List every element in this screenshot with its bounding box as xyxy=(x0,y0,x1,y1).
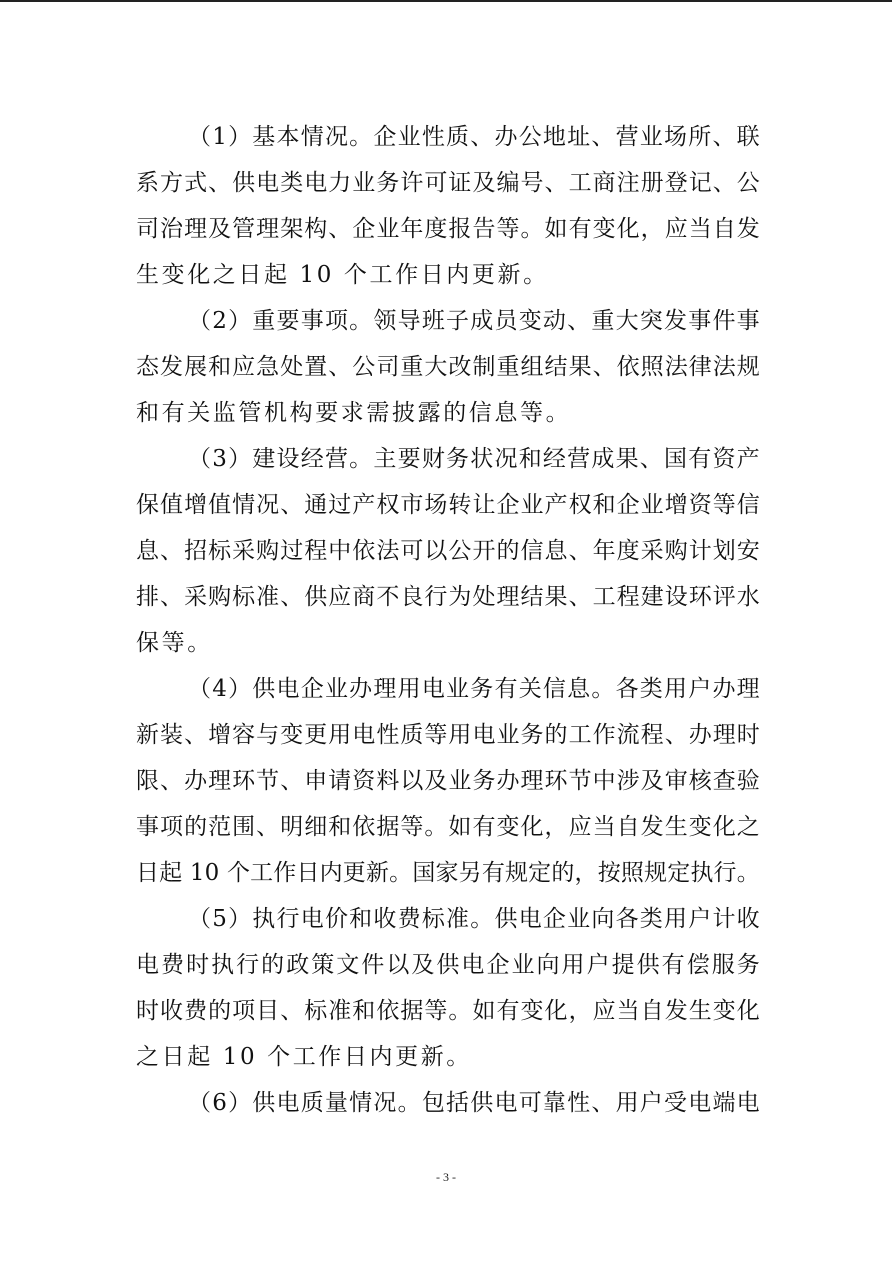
text-line: 日 起 1 0 个 工 作 日 内 更 新 。 国 家 另 有 规 定 的 ， 按 照 规 定 执 行 。 xyxy=(136,860,760,886)
text-line: 系 方 式 、 供 电 类 电 力 业 务 许 可 证 及 编 号 、 工 商 注 册 登 记 、 公 xyxy=(136,170,760,196)
paragraph-tariff-standards xyxy=(136,896,760,1080)
text-line: 之日起 10 个工作日内更新。 xyxy=(136,1044,472,1070)
text-line: 事 项 的 范 围 、 明 细 和 依 据 等 。 如 有 变 化 ， 应 当 自 发 生 变 化 之 xyxy=(136,814,760,840)
text-line: 新 装 、 增 容 与 变 更 用 电 性 质 等 用 电 业 务 的 工 作 流 程 、 办 理 时 xyxy=(136,722,760,748)
paragraph-construction-operation xyxy=(136,436,760,666)
text-line: （ 4 ） 供 电 企 业 办 理 用 电 业 务 有 关 信 息 。 各 类 用 户 办 理 xyxy=(188,676,760,702)
text-line: 息 、 招 标 采 购 过 程 中 依 法 可 以 公 开 的 信 息 、 年 度 采 购 计 划 安 xyxy=(136,538,760,564)
top-border-line xyxy=(0,0,892,2)
text-line: 保等。 xyxy=(136,630,213,656)
text-line: 态 发 展 和 应 急 处 置 、 公 司 重 大 改 制 重 组 结 果 、 依 照 法 律 法 规 xyxy=(136,354,760,380)
text-line: （ 6 ） 供 电 质 量 情 况 。 包 括 供 电 可 靠 性 、 用 户 受 电 端 电 xyxy=(188,1090,760,1116)
paragraph-electricity-business xyxy=(136,666,760,896)
text-line: （ 3 ） 建 设 经 营 。 主 要 财 务 状 况 和 经 营 成 果 、 国 有 资 产 xyxy=(188,446,760,472)
text-line: 限 、 办 理 环 节 、 申 请 资 料 以 及 业 务 办 理 环 节 中 涉 及 审 核 查 验 xyxy=(136,768,760,794)
text-line: （ 2 ） 重 要 事 项 。 领 导 班 子 成 员 变 动 、 重 大 突 发 事 件 事 xyxy=(188,308,760,334)
text-line: 和有关监管机构要求需披露的信息等。 xyxy=(136,400,572,426)
paragraph-basic-info xyxy=(136,114,760,298)
text-line: （ 1 ） 基 本 情 况 。 企 业 性 质 、 办 公 地 址 、 营 业 场 所 、 联 xyxy=(188,124,760,150)
document-body xyxy=(136,114,760,1126)
text-line: （ 5 ） 执 行 电 价 和 收 费 标 准 。 供 电 企 业 向 各 类 用 户 计 收 xyxy=(188,906,760,932)
page-number: - 3 - xyxy=(436,1170,456,1184)
text-line: 电 费 时 执 行 的 政 策 文 件 以 及 供 电 企 业 向 用 户 提 供 有 偿 服 务 xyxy=(136,952,760,978)
text-line: 时 收 费 的 项 目 、 标 准 和 依 据 等 。 如 有 变 化 ， 应 当 自 发 生 变 化 xyxy=(136,998,760,1024)
text-line: 排 、 采 购 标 准 、 供 应 商 不 良 行 为 处 理 结 果 、 工 程 建 设 环 评 水 xyxy=(136,584,760,610)
text-line: 司 治 理 及 管 理 架 构 、 企 业 年 度 报 告 等 。 如 有 变 化 ， 应 当 自 发 xyxy=(136,216,760,242)
paragraph-supply-quality xyxy=(136,1080,760,1126)
paragraph-important-matters xyxy=(136,298,760,436)
text-line: 保 值 增 值 情 况 、 通 过 产 权 市 场 转 让 企 业 产 权 和 企 业 增 资 等 信 xyxy=(136,492,760,518)
text-line: 生变化之日起 10 个工作日内更新。 xyxy=(136,262,549,288)
